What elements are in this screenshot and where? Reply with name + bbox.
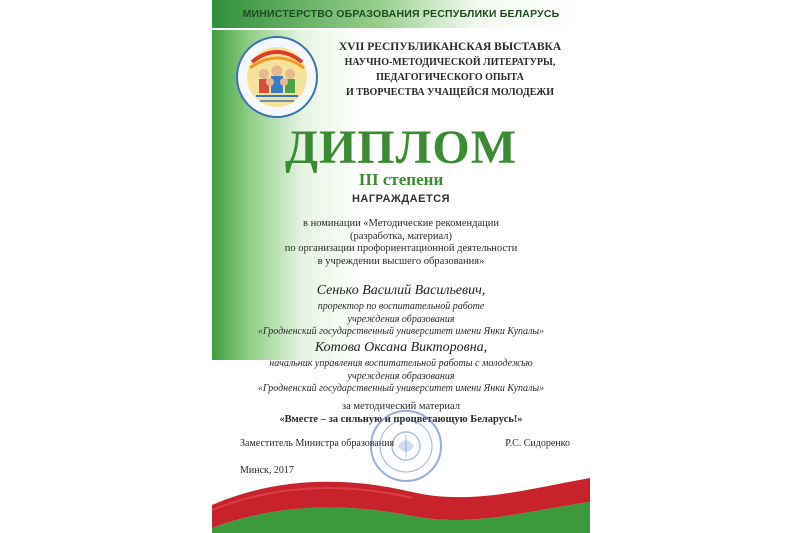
awarded-heading: НАГРАЖДАЕТСЯ [351, 193, 451, 205]
exhibition-emblem-icon [236, 36, 318, 118]
exhibition-line-2: НАУЧНО-МЕТОДИЧЕСКОЙ ЛИТЕРАТУРЫ, [344, 57, 556, 68]
nomination-line-4: в учреждении высшего образования» [317, 255, 485, 267]
material-title: «Вместе – за сильную и процветающую Беларусь!» [279, 414, 523, 425]
ministry-header: МИНИСТЕРСТВО ОБРАЗОВАНИЯ РЕСПУБЛИКИ БЕЛАРУСЬ [242, 8, 560, 20]
recipient-1-institution: «Гродненский государственный университет имени Янки Купалы» [257, 326, 545, 337]
recipient-1-position: проректор по воспитательной работе [317, 301, 485, 312]
nomination-line-3: по организации профориентационной деятельности [284, 243, 518, 254]
recipient-2-details [212, 358, 590, 396]
recipient-1-name: Сенько Василий Васильевич, [316, 283, 486, 298]
nomination-line-2: (разработка, материал) [350, 230, 452, 242]
exhibition-line-1: XVII РЕСПУБЛИКАНСКАЯ ВЫСТАВКА [338, 41, 562, 53]
diploma-page [212, 0, 590, 533]
recipient-2-name: Котова Оксана Викторовна, [314, 340, 488, 355]
material-intro: за методический материал [342, 401, 460, 412]
signature-row [240, 438, 570, 452]
nomination-line-1: в номинации «Методические рекомендации [303, 218, 499, 229]
recipient-2-institution: «Гродненский государственный университет имени Янки Купалы» [257, 383, 545, 394]
exhibition-line-4: И ТВОРЧЕСТВА УЧАЩЕЙСЯ МОЛОДЕЖИ [345, 87, 555, 98]
signatory-position: Заместитель Министра образования [240, 438, 395, 449]
diploma-title: ДИПЛОМ [284, 121, 518, 174]
place-date: Минск, 2017 [240, 465, 294, 476]
diploma-degree: III степени [358, 170, 444, 189]
exhibition-title [330, 40, 570, 100]
signatory-name: Р.С. Сидоренко [505, 438, 570, 449]
recipient-1-institution-type: учреждения образования [347, 313, 455, 325]
exhibition-line-3: ПЕДАГОГИЧЕСКОГО ОПЫТА [376, 72, 524, 83]
recipient-1-details [212, 301, 590, 339]
recipient-2-position: начальник управления воспитательной работы с молодежью [269, 358, 533, 369]
recipient-2-institution-type: учреждения образования [347, 370, 455, 382]
nomination-text [212, 218, 590, 268]
belarus-flag-ribbon [212, 470, 590, 533]
